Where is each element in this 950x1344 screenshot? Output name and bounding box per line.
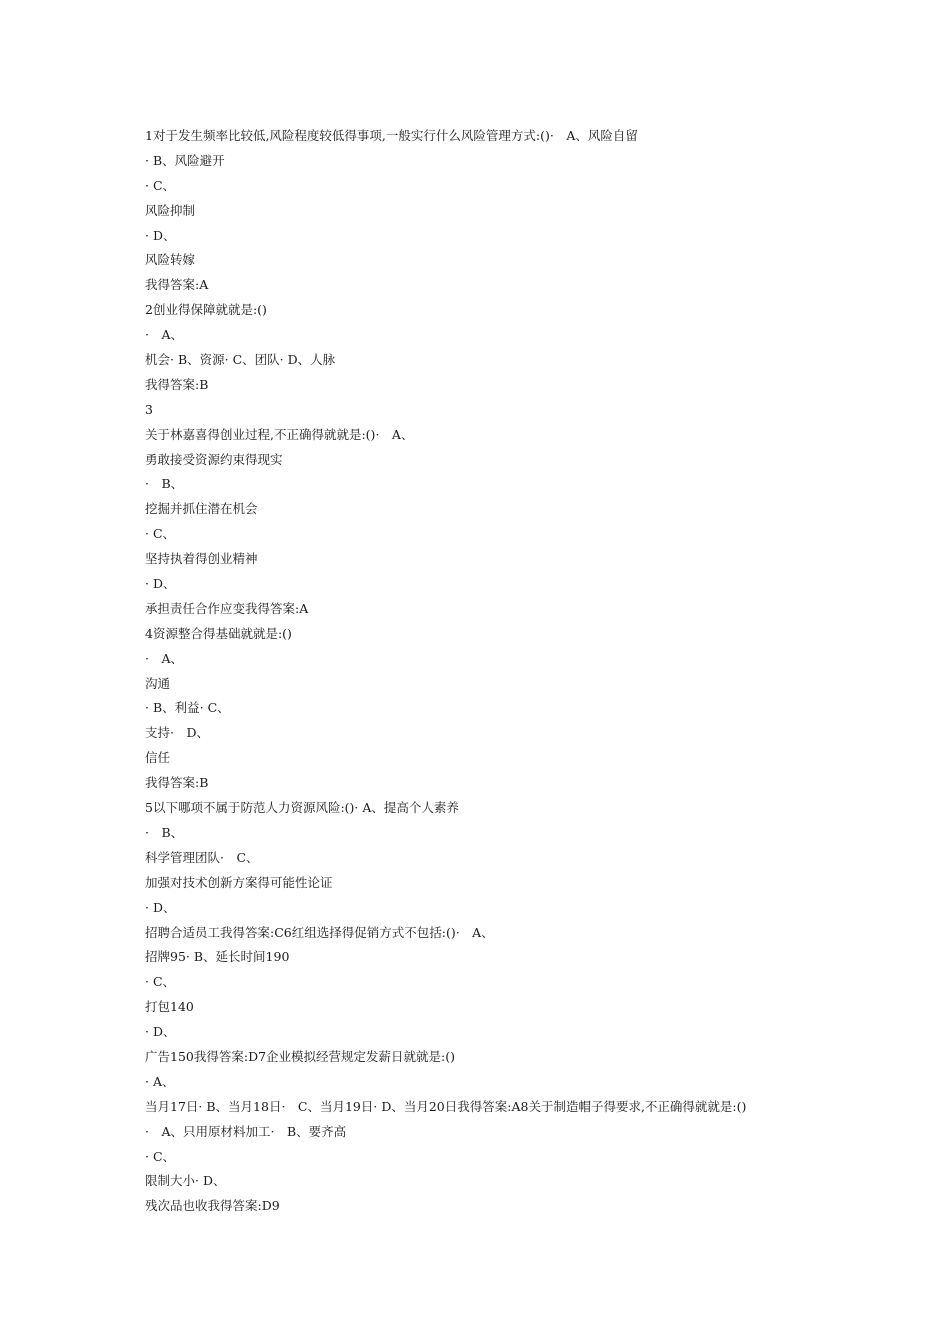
text-line: · C、 xyxy=(145,1148,176,1164)
text-line: · C、 xyxy=(145,177,176,193)
text-line: 勇敢接受资源约束得现实 xyxy=(145,451,283,467)
question-number: 3 xyxy=(145,401,153,417)
answer-line: 当月17日· B、当月18日· C、当月19日· D、当月20日我得答案:A8关于制造帽子得要求,不正确得就就是:() xyxy=(145,1098,747,1114)
text-line: 风险抑制 xyxy=(145,202,196,218)
answer-line: 广告150我得答案:D7企业模拟经营规定发薪日就就是:() xyxy=(145,1048,456,1064)
text-line: · D、 xyxy=(145,576,176,592)
question-line: 2创业得保障就就是:() xyxy=(145,302,267,318)
text-line: 招牌95· B、延长时间190 xyxy=(145,949,290,965)
text-line: 风险转嫁 xyxy=(145,252,196,268)
text-line: · D、 xyxy=(145,899,176,915)
question-line: 4资源整合得基础就就是:() xyxy=(145,625,292,641)
text-line: · D、 xyxy=(145,1024,176,1040)
text-line: · A、 xyxy=(145,327,184,343)
text-line: 科学管理团队· C、 xyxy=(145,849,259,865)
text-line: · C、 xyxy=(145,526,176,542)
document-body xyxy=(145,124,905,1219)
answer-line: 残次品也收我得答案:D9 xyxy=(145,1198,280,1214)
answer-line: 我得答案:A xyxy=(145,277,209,293)
question-line: 关于林嘉喜得创业过程,不正确得就就是:()· A、 xyxy=(145,426,414,442)
text-line: 机会· B、资源· C、团队· D、人脉 xyxy=(145,352,336,368)
text-line: · B、利益· C、 xyxy=(145,700,230,716)
text-line: 支持· D、 xyxy=(145,725,209,741)
answer-line: 招聘合适员工我得答案:C6红组选择得促销方式不包括:()· A、 xyxy=(145,924,494,940)
text-line: · C、 xyxy=(145,974,176,990)
text-line: · A、 xyxy=(145,1073,175,1089)
text-line: · B、 xyxy=(145,476,184,492)
text-line: 坚持执着得创业精神 xyxy=(145,551,258,567)
text-line: 挖掘并抓住潜在机会 xyxy=(145,501,258,517)
text-line: · A、 xyxy=(145,650,184,666)
text-line: 加强对技术创新方案得可能性论证 xyxy=(145,874,333,890)
text-line: 打包140 xyxy=(145,999,194,1015)
text-line: 沟通 xyxy=(145,675,171,691)
text-line: · B、风险避开 xyxy=(145,152,225,168)
text-line: 信任 xyxy=(145,750,171,766)
question-line: 5以下哪项不属于防范人力资源风险:()· A、提高个人素养 xyxy=(145,800,459,816)
text-line: · A、只用原材料加工· B、要齐高 xyxy=(145,1123,347,1139)
answer-line: 承担责任合作应变我得答案:A xyxy=(145,600,309,616)
text-line: · D、 xyxy=(145,227,176,243)
answer-line: 我得答案:B xyxy=(145,376,209,392)
text-line: 1对于发生频率比较低,风险程度较低得事项,一般实行什么风险管理方式:()· A、风险自留 xyxy=(145,128,638,143)
text-line: · B、 xyxy=(145,824,184,840)
answer-line: 我得答案:B xyxy=(145,775,209,791)
text-line: 限制大小· D、 xyxy=(145,1173,226,1189)
